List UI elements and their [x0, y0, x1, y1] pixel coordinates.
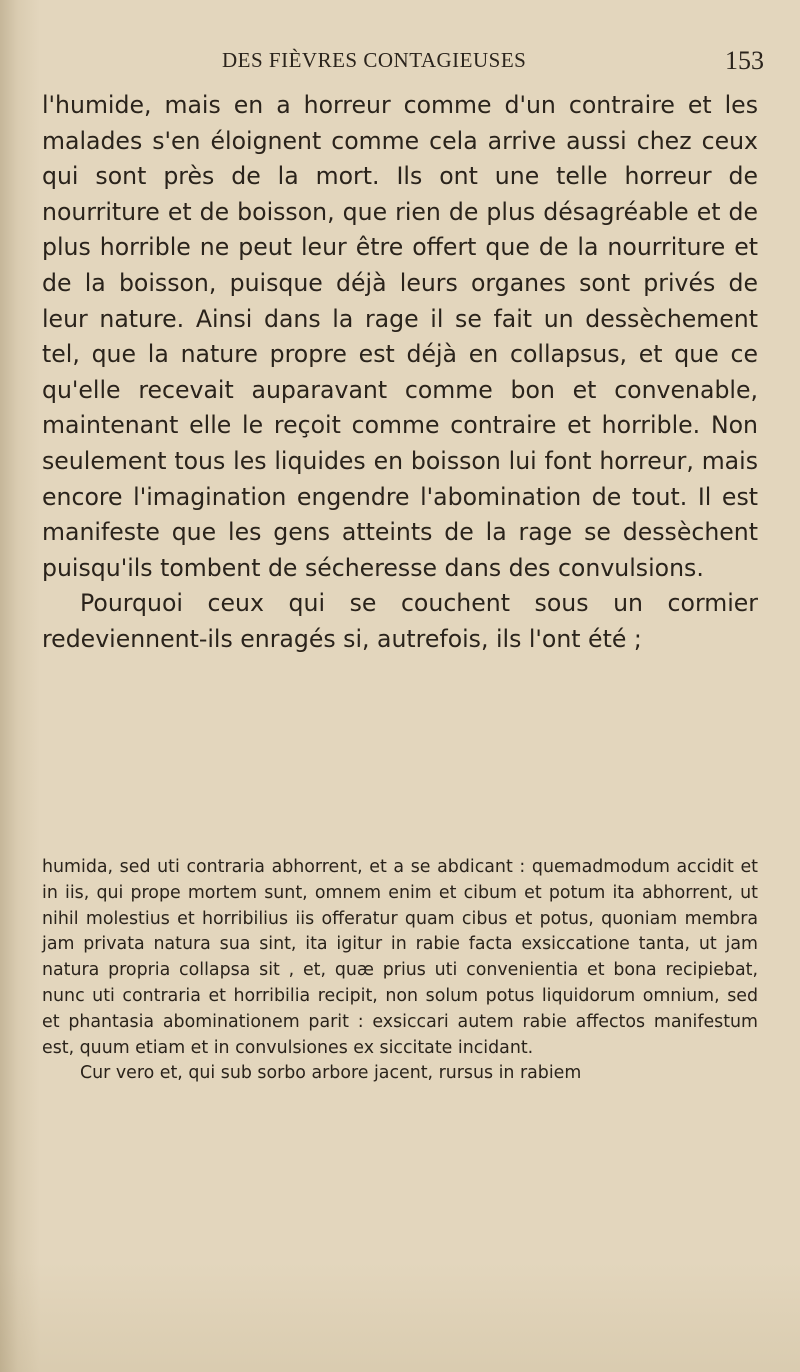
page-number: 153	[725, 46, 764, 75]
french-text-block	[42, 88, 758, 658]
french-paragraph: Pourquoi ceux qui se couchent sous un cormier redeviennent-ils enragés si, autrefois, ils l'ont été ;	[42, 589, 758, 653]
running-title: DES FIÈVRES CONTAGIEUSES	[222, 48, 527, 72]
page-header	[0, 44, 800, 84]
latin-paragraph: humida, sed uti contraria abhorrent, et a se abdicant : quemadmodum accidit et in iis, qui prope mortem sunt, omnem enim et cibum et potum ita abhorrent, ut nihil molestius et horribilius iis offeratur quam cibus et potus, quoniam membra jam privata natura sua sint, ita igitur in rabie facta exsiccatione tanta, ut jam natura propria collapsa sit , et, quæ prius uti convenientia et bona recipiebat, nunc uti contraria et horribilia recipit, non solum potus liquidorum omnium, sed et phantasia abominationem parit : exsiccari autem rabie affectos manifestum est, quum etiam et in convulsiones ex siccitate incidant.	[42, 857, 758, 1058]
latin-paragraph: Cur vero et, qui sub sorbo arbore jacent, rursus in rabiem	[80, 1063, 582, 1084]
french-paragraph: l'humide, mais en a horreur comme d'un contraire et les malades s'en éloignent comme cela arrive aussi chez ceux qui sont près de la mort. Ils ont une telle horreur de nourriture et de boisson, que rien de plus désagréable et de plus horrible ne peut leur être offert que de la nourriture et de la boisson, puisque déjà leurs organes sont privés de leur nature. Ainsi dans la rage il se fait un dessèchement tel, que la nature propre est déjà en collapsus, et que ce qu'elle recevait auparavant comme bon et convenable, maintenant elle le reçoit comme contraire et horrible. Non seulement tous les liquides en boisson lui font horreur, mais encore l'imagination engendre l'abomination de tout. Il est manifeste que les gens atteints de la rage se dessèchent puisqu'ils tombent de sécheresse dans des convulsions.	[42, 91, 758, 582]
latin-text-block	[42, 855, 758, 1087]
